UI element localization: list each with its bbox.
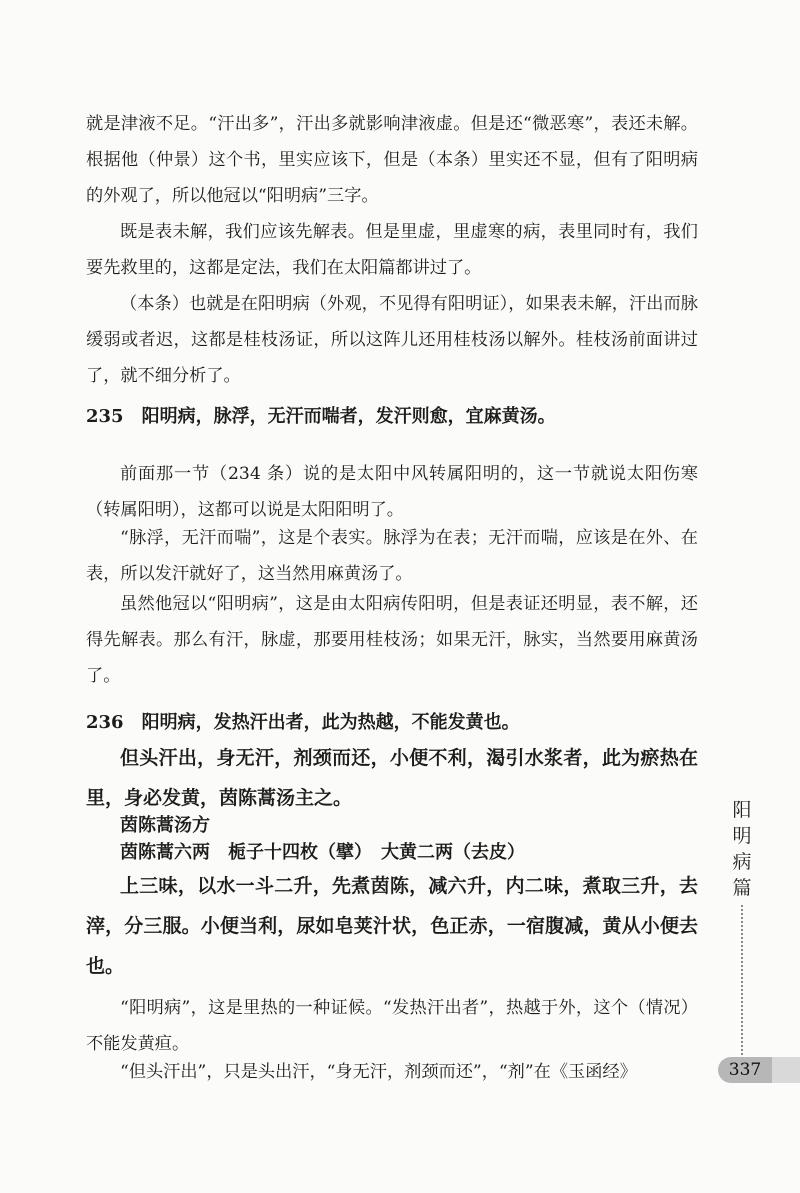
formula-title: 茵陈蒿汤方 [120, 815, 210, 836]
paragraph: 既是表未解，我们应该先解表。但是里虚，里虚寒的病，表里同时有，我们要先救里的，这都是定法，我们在太阳篇都讲过了。 [86, 222, 698, 278]
formula-directions: 上三味，以水一斗二升，先煮茵陈，减六升，内二味，煮取三升，去滓，分三服。小便当利，尿如皂荚汁状，色正赤，一宿腹减，黄从小便去也。 [86, 875, 698, 977]
side-dotted-rule [741, 905, 743, 1055]
paragraph: （本条）也就是在阳明病（外观，不见得有阳明证），如果表未解，汗出而脉缓弱或者迟，这都是桂枝汤证，所以这阵儿还用桂枝汤以解外。桂枝汤前面讲过了，就不细分析了。 [86, 294, 698, 386]
paragraph: “阳明病”，这是里热的一种证候。“发热汗出者”，热越于外，这个（情况）不能发黄疸。 [86, 998, 698, 1054]
clause-text: 但头汗出，身无汗，剂颈而还，小便不利，渴引水浆者，此为瘀热在里，身必发黄，茵陈蒿汤主之。 [86, 747, 698, 809]
paragraph: “脉浮，无汗而喘”，这是个表实。脉浮为在表；无汗而喘，应该是在外、在表，所以发汗就好了，这当然用麻黄汤了。 [86, 528, 698, 584]
paragraph: 就是津液不足。“汗出多”，汗出多就影响津液虚。但是还“微恶寒”，表还未解。根据他（仲景）这个书，里实应该下，但是（本条）里实还不显，但有了阳明病的外观了，所以他冠以“阳明病”三字。 [86, 114, 698, 206]
paragraph: 前面那一节（234 条）说的是太阳中风转属阳明的，这一节就说太阳伤寒（转属阳明），这都可以说是太阳阳明了。 [86, 464, 698, 520]
page-edge-tab [772, 1057, 800, 1083]
paragraph: 虽然他冠以“阳明病”，这是由太阳病传阳明，但是表证还明显，表不解，还得先解表。那么有汗，脉虚，那要用桂枝汤；如果无汗，脉实，当然要用麻黄汤了。 [86, 594, 698, 686]
chapter-side-label: 阳明病篇 [732, 799, 752, 899]
formula-ingredients: 茵陈蒿六两 栀子十四枚（擘） 大黄二两（去皮） [120, 842, 525, 863]
paragraph: “但头汗出”，只是头出汗，“身无汗，剂颈而还”，“剂”在《玉函经》 [120, 1062, 637, 1082]
page-number: 337 [718, 1057, 772, 1083]
clause-heading-236: 236 阳明病，发热汗出者，此为热越，不能发黄也。 [86, 712, 520, 733]
clause-heading-235: 235 阳明病，脉浮，无汗而喘者，发汗则愈，宜麻黄汤。 [86, 406, 556, 427]
